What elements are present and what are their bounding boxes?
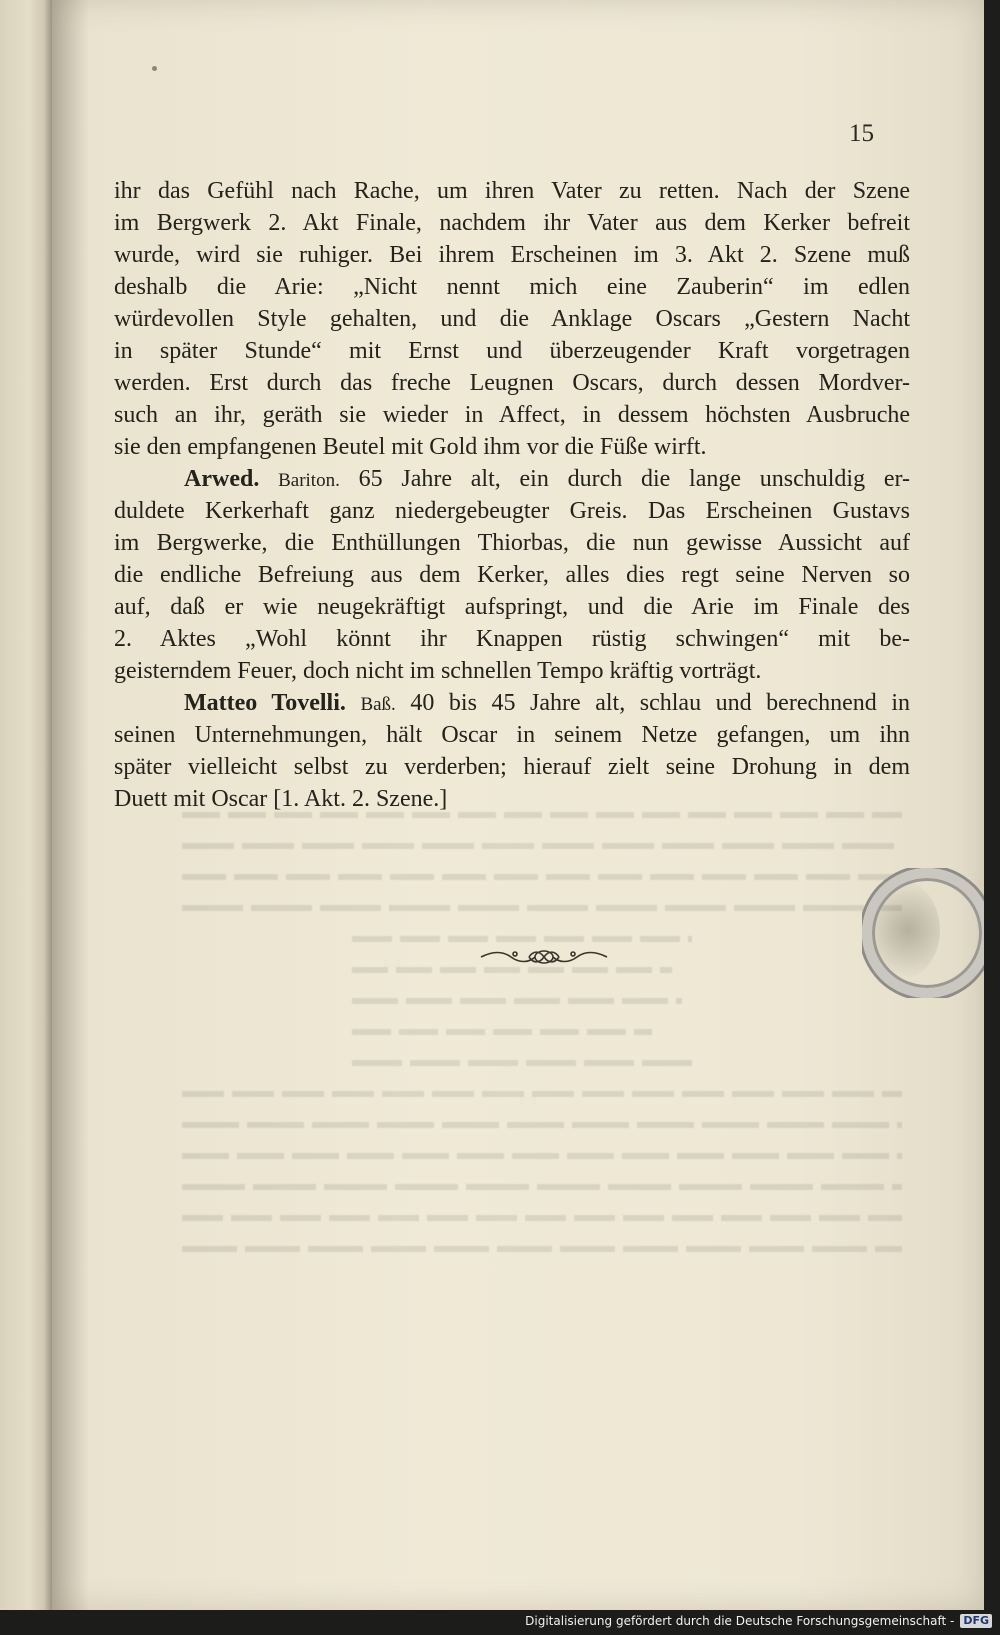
footer-credit: Digitalisierung gefördert durch die Deutsche Forschungsgemeinschaft - [525,1614,955,1628]
show-through-text [182,800,902,1520]
text-line: ihr das Gefühl nach Rache, um ihren Vater zu retten. Nach der Szene [114,178,910,204]
dfg-logo-icon: DFG [960,1614,992,1628]
role-entry-matteo [114,687,910,719]
voice-type: Baß. [360,694,396,715]
left-page-edge [0,0,52,1610]
scanner-clip-ring-icon [862,868,992,998]
page-number: 15 [849,120,874,147]
text-line: such an ihr, geräth sie wieder in Affect, in dessem höchsten Ausbruche [114,402,910,428]
body-text [114,175,910,815]
text-line: seinen Unternehmungen, hält Oscar in seinem Netze gefangen, um ihn [114,722,910,748]
text-line: wurde, wird sie ruhiger. Bei ihrem Erscheinen im 3. Akt 2. Szene muß [114,242,910,268]
text-line: im Bergwerk 2. Akt Finale, nachdem ihr Vater aus dem Kerker befreit [114,210,910,236]
text-line: deshalb die Arie: „Nicht nennt mich eine Zauberin“ im edlen [114,274,910,300]
text-line: geisterndem Feuer, doch nicht im schnellen Tempo kräftig vorträgt. [114,658,762,684]
text-line: im Bergwerke, die Enthüllungen Thiorbas, die nun gewisse Aussicht auf [114,530,910,556]
book-page [52,0,984,1610]
text-line: duldete Kerkerhaft ganz niedergebeugter Greis. Das Erscheinen Gustavs [114,498,910,524]
role-name: Matteo Tovelli. [184,690,346,716]
text-line: in später Stunde“ mit Ernst und überzeugender Kraft vorgetragen [114,338,910,364]
text-line: sie den empfangenen Beutel mit Gold ihm vor die Füße wirft. [114,434,707,460]
text-span: 40 bis 45 Jahre alt, schlau und berechnend in [410,690,910,716]
text-span: 65 Jahre alt, ein durch die lange unschuldig er- [358,466,910,492]
role-name: Arwed. [184,466,260,492]
role-entry-arwed [114,463,910,495]
vignette-ornament-icon [52,945,1000,973]
digitization-footer [525,1611,992,1631]
voice-type: Bariton. [278,470,340,491]
text-line: Duett mit Oscar [1. Akt. 2. Szene.] [114,786,448,812]
text-line: die endliche Befreiung aus dem Kerker, alles dies regt seine Nerven so [114,562,910,588]
text-line: würdevollen Style gehalten, und die Anklage Oscars „Gestern Nacht [114,306,910,332]
text-line: werden. Erst durch das freche Leugnen Oscars, durch dessen Mordver- [114,370,910,396]
text-line: später vielleicht selbst zu verderben; hierauf zielt seine Drohung in dem [114,754,910,780]
text-line: 2. Aktes „Wohl könnt ihr Knappen rüstig schwingen“ mit be- [114,626,910,652]
paper-spot [152,66,157,71]
text-line: auf, daß er wie neugekräftigt aufspringt, und die Arie im Finale des [114,594,910,620]
